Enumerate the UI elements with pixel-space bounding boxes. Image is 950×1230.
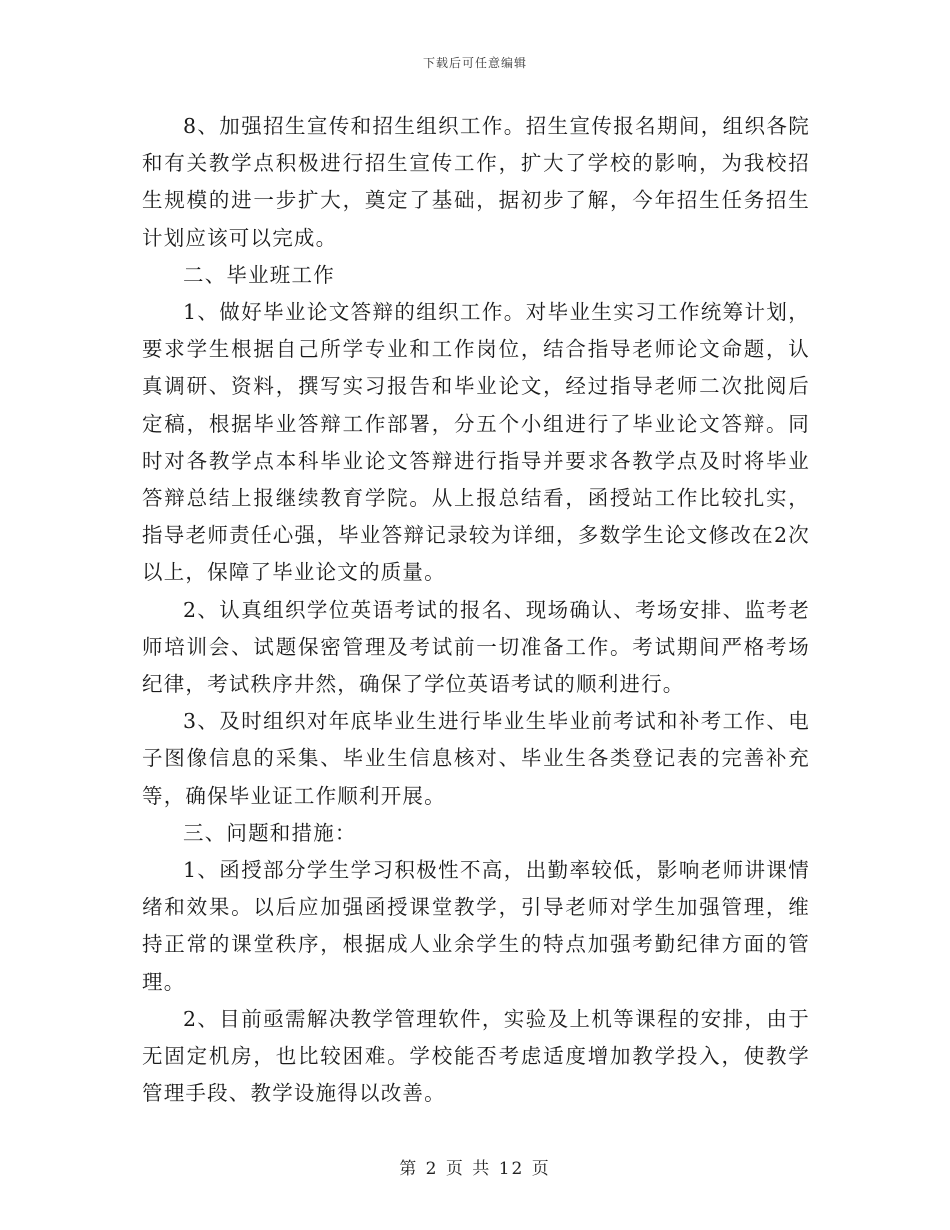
section-heading-graduating-class: 二、毕业班工作 [183,262,335,287]
paragraph-problem-attendance: 1、函授部分学生学习积极性不高，出勤率较低，影响老师讲课情绪和效果。以后应加强函授课堂教学，引导老师对学生加强管理，维持正常的课堂秩序，根据成人业余学生的特点加强考勤纪律方面的管理。 [142,858,810,994]
paragraph-graduate-exams: 3、及时组织对年底毕业生进行毕业生毕业前考试和补考工作、电子图像信息的采集、毕业生信息核对、毕业生各类登记表的完善补充等，确保毕业证工作顺利开展。 [142,709,810,808]
page-header: 下载后可任意编辑 [422,56,527,70]
section-heading-problems-measures: 三、问题和措施： [183,820,357,845]
paragraph-thesis-defense: 1、做好毕业论文答辩的组织工作。对毕业生实习工作统筹计划，要求学生根据自己所学专业和工作岗位，结合指导老师论文命题，认真调研、资料，撰写实习报告和毕业论文，经过指导老师二次批阅后定稿，根据毕业答辩工作部署，分五个小组进行了毕业论文答辩。同时对各教学点本科毕业论文答辩进行指导并要求各教学点及时将毕业答辩总结上报继续教育学院。从上报总结看，函授站工作比较扎实，指导老师责任心强，毕业答辩记录较为详细，多数学生论文修改在2次以上，保障了毕业论文的质量。 [142,300,810,585]
document-body [142,108,810,1112]
paragraph-problem-software: 2、目前亟需解决教学管理软件，实验及上机等课程的安排，由于无固定机房，也比较困难。学校能否考虑适度增加教学投入，使教学管理手段、教学设施得以改善。 [142,1006,810,1106]
paragraph-degree-english-exam: 2、认真组织学位英语考试的报名、现场确认、考场安排、监考老师培训会、试题保密管理及考试前一切准备工作。考试期间严格考场纪律，考试秩序井然，确保了学位英语考试的顺利进行。 [142,597,810,697]
paragraph-recruitment: 8、加强招生宣传和招生组织工作。招生宣传报名期间，组织各院和有关教学点积极进行招生宣传工作，扩大了学校的影响，为我校招生规模的进一步扩大，奠定了基础，据初步了解，今年招生任务招生计划应该可以完成。 [142,114,810,250]
page-number-footer: 第 2 页 共 12 页 [399,1159,551,1179]
